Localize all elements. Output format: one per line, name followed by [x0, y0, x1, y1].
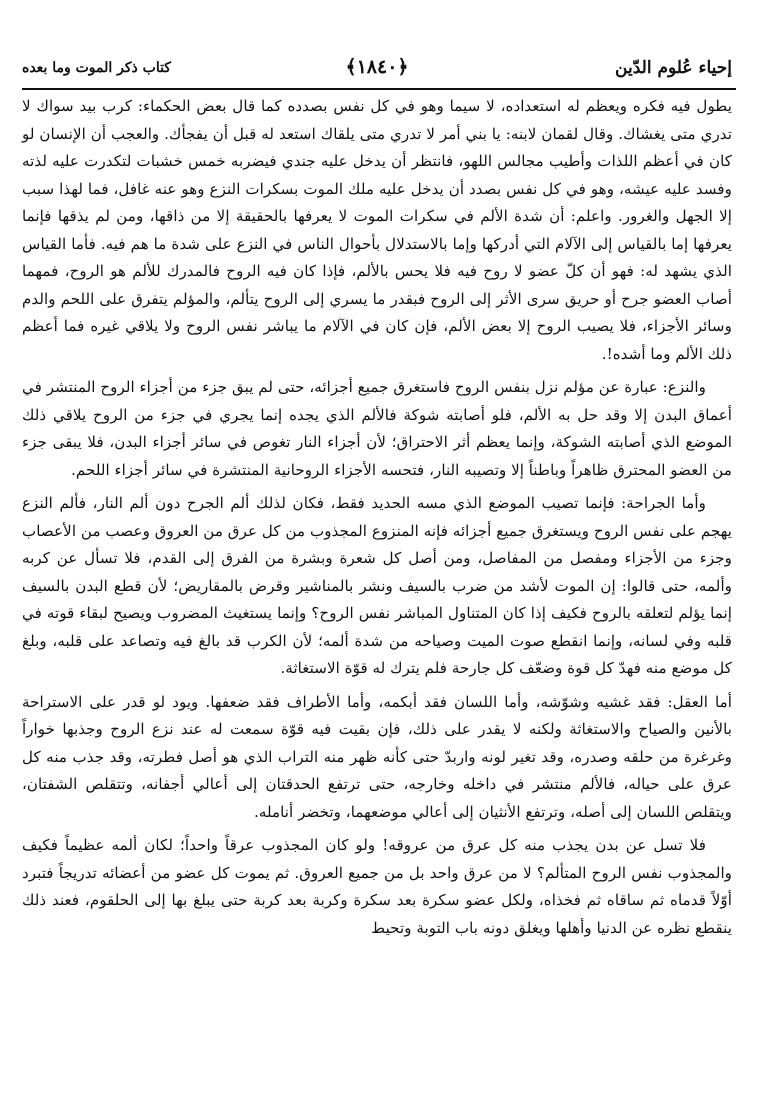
paragraph-4: أما العقل: فقد غشيه وشوّشه، وأما اللسان فقد أبكمه، وأما الأطراف فقد ضعفها. ويود لو قدر على الاستراحة بالأنين والصياح والاستغاثة ولكنه لا يقدر على ذلك، فإن بقيت فيه قوّة سمعت له عند نزع الروح وجذبها خواراً وغرغرة من حلقه وصدره، وقد تغير لونه واربدّ حتى كأنه ظهر منه التراب الذي هو أصل فطرته، وقد جذب منه كل عرق على حياله، فالألم منتشر في داخله وخارجه، حتى ترتفع الحدقتان إلى أعالي أجفانه، وتتقلص الشفتان، ويتقلص اللسان إلى أصله، وترتفع الأنثيان إلى أعالي موضعهما، وتخضر أنامله. [22, 692, 732, 821]
header-rule [22, 88, 736, 90]
paragraph-3: وأما الجراحة: فإنما تصيب الموضع الذي مسه الحديد فقط، فكان لذلك ألم الجرح دون ألم النار، فألم النزع يهجم على نفس الروح ويستغرق جميع أجزائه فإنه المنزوع المجذوب من كل عرق من العروق وعصب من الأعصاب وجزء من الأجزاء ومفصل من المفاصل، ومن أصل كل شعرة وبشرة من الفرق إلى القدم، فلا تسأل عن كربه وألمه، حتى قالوا: إن الموت لأشد من ضرب بالسيف ونشر بالمناشير وقرض بالمقاريض؛ لأن قطع البدن بالسيف إنما يؤلم لتعلقه بالروح فكيف إذا كان المتناول المباشر نفس الروح؟ وإنما يستغيث المضروب ويصيح لبقاء قوته في قلبه وفي لسانه، وإنما انقطع صوت الميت وصياحه من شدة ألمه؛ لأن الكرب قد بالغ فيه وتصاعد على قلبه، وبلغ كل موضع منه فهدّ كل قوة وضعّف كل جارحة فلم يترك له قوّة الاستغاثة. [22, 494, 732, 677]
paragraph-5: فلا تسل عن بدن يجذب منه كل عرق من عروقه! ولو كان المجذوب عرقاً واحداً؛ لكان ألمه عظيماً فكيف والمجذوب نفس الروح المتألم؟ لا من عرق واحد بل من جميع العروق. ثم يموت كل عضو من أعضائه تدريجاً فتبرد أوّلاً قدماه ثم ساقاه ثم فخذاه، ولكل عضو سكرة بعد سكرة وكربة بعد كربة حتى يبلغ بها إلى الحلقوم، فعند ذلك ينقطع نظره عن الدنيا وأهلها ويغلق دونه باب التوبة وتحيط [22, 836, 732, 937]
paragraph-2: والنزع: عبارة عن مؤلم نزل بنفس الروح فاستغرق جميع أجزائه، حتى لم يبق جزء من أجزاء الروح المنتشر في أعماق البدن إلا وقد حل به الألم، فلو أصابته شوكة فالألم الذي يجده إنما يجري في جزء من الروح يلاقي ذلك الموضع الذي أصابته الشوكة، وإنما يعظم أثر الاحتراق؛ لأن أجزاء النار تغوص في سائر أجزاء البدن، فلا يبقى جزء من العضو المحترق ظاهراً وباطناً إلا وتصيبه النار، فتحسه الأجزاء الروحانية المنتشرة في سائر أجزاء اللحم. [22, 378, 732, 479]
chapter-title: كتاب ذكر الموت وما بعده [22, 60, 171, 76]
main-text [22, 93, 732, 942]
running-header [22, 56, 732, 86]
page-number: ﴿١٨٤٠﴾ [345, 56, 409, 78]
book-title: إحياء عُلوم الدّين [615, 58, 732, 78]
paragraph-1: يطول فيه فكره ويعظم له استعداده، لا سيما وهو في كل نفس بصدده كما قال بعض الحكماء: كرب بيد سواك لا تدري متى يغشاك. وقال لقمان لابنه: يا بني أمر لا تدري متى يلقاك استعد له قبل أن يفجأك. والعجب أن الإنسان لو كان في أعظم اللذات وأطيب مجالس اللهو، فانتظر أن يدخل عليه جندي فيضربه خمس خشبات لتكدرت عليه لذته وفسد عليه عيشه، وهو في كل نفس بصدد أن يدخل عليه ملك الموت بسكرات النزع وهو عنه غافل، فما لهذا سبب إلا الجهل والغرور. واعلم: أن شدة الألم في سكرات الموت لا يعرفها بالحقيقة إلا من ذاقها، ومن لم يذقها فإنما يعرفها إما بالقياس إلى الآلام التي أدركها وإما بالاستدلال بأحوال الناس في النزع على شدة ما هم فيه. فأما القياس الذي يشهد له: فهو أن كلّ عضو لا روح فيه فلا يحس بالألم، فإذا كان فيه الروح فالمدرك للألم هو الروح، فمهما أصاب العضو جرح أو حريق سرى الأثر إلى الروح فبقدر ما يسري إلى الروح يتألم، والمؤلم يتفرق على اللحم والدم وسائر الأجزاء، فلا يصيب الروح إلا بعض الألم، فإن كان في الآلام ما يباشر نفس الروح ولا يلاقي غيره فما أعظم ذلك الألم وما أشده!. [22, 97, 732, 363]
